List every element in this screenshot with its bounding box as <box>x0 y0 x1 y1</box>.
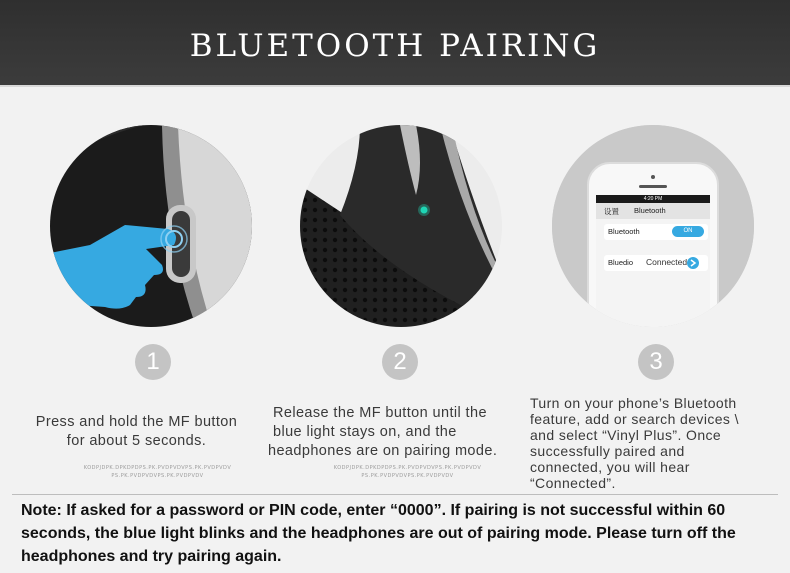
step-1-number: 1 <box>135 344 171 380</box>
step-3-caption-line: connected, you will hear <box>530 459 690 475</box>
phone-bluetooth-toggle[interactable]: ON <box>683 228 693 234</box>
phone-illustration <box>552 125 754 327</box>
step-3-caption-line: and select “Vinyl Plus”. Once <box>530 427 722 443</box>
step-3-caption <box>530 395 785 491</box>
page-header <box>0 0 790 87</box>
step-1-fine-print-line: KODPJDPK.DPKDPDPS.PK.PVDPVDVPS.PK.PVDPVDV <box>83 465 232 471</box>
step-3-caption-line: feature, add or search devices \ <box>530 411 739 427</box>
step-3-number: 3 <box>638 344 674 380</box>
pairing-note: Note: If asked for a password or PIN code, enter “0000”. If pairing is not successful within 60 seconds, the blue light blinks and the headphones are out of pairing mode. Please turn off the headphones and try pairing again. <box>21 502 736 565</box>
phone-status-time: 4:20 PM <box>643 196 663 202</box>
phone-bluetooth-label: Bluetooth <box>608 227 640 236</box>
step-2-fine-print <box>305 464 510 480</box>
step-2-photo <box>300 125 502 327</box>
phone-nav-back[interactable]: 设置 <box>604 207 619 216</box>
step-1-caption-line: for about 5 seconds. <box>66 433 207 449</box>
step-2-fine-print-line: KODPJDPK.DPKDPDPS.PK.PVDPVDVPS.PK.PVDPVDV <box>333 465 482 471</box>
note-divider <box>12 494 778 495</box>
step-2-caption-line: Release the MF button until the <box>273 405 487 421</box>
page-title: BLUETOOTH PAIRING <box>189 28 601 64</box>
step-1-fine-print-line: PS.PK.PVDPVDVPS.PK.PVDPVDV <box>111 473 204 479</box>
headphone-led-closeup-illustration <box>300 125 502 327</box>
hand-pressing-button-illustration <box>50 125 252 327</box>
step-2-number: 2 <box>382 344 418 380</box>
step-3-photo <box>552 125 754 327</box>
step-3-caption-line: “Connected”. <box>530 475 616 491</box>
phone-device-name[interactable]: Bluedio <box>608 258 634 267</box>
step-2-caption-line: headphones are on pairing mode. <box>268 443 498 459</box>
step-1-fine-print <box>55 464 260 480</box>
step-3-caption-line: successfully paired and <box>530 443 685 459</box>
phone-nav-title: Bluetooth <box>634 206 666 215</box>
step-2-fine-print-line: PS.PK.PVDPVDVPS.PK.PVDPVDV <box>361 473 454 479</box>
step-1-caption-line: Press and hold the MF button <box>35 414 238 430</box>
step-2-caption <box>268 404 523 461</box>
step-1-photo <box>50 125 252 327</box>
step-3-caption-line: Turn on your phone’s Bluetooth <box>530 395 737 411</box>
step-1-caption <box>14 413 259 451</box>
step-2-caption-line: blue light stays on, and the <box>273 424 457 440</box>
phone-device-status: Connected <box>646 257 688 267</box>
